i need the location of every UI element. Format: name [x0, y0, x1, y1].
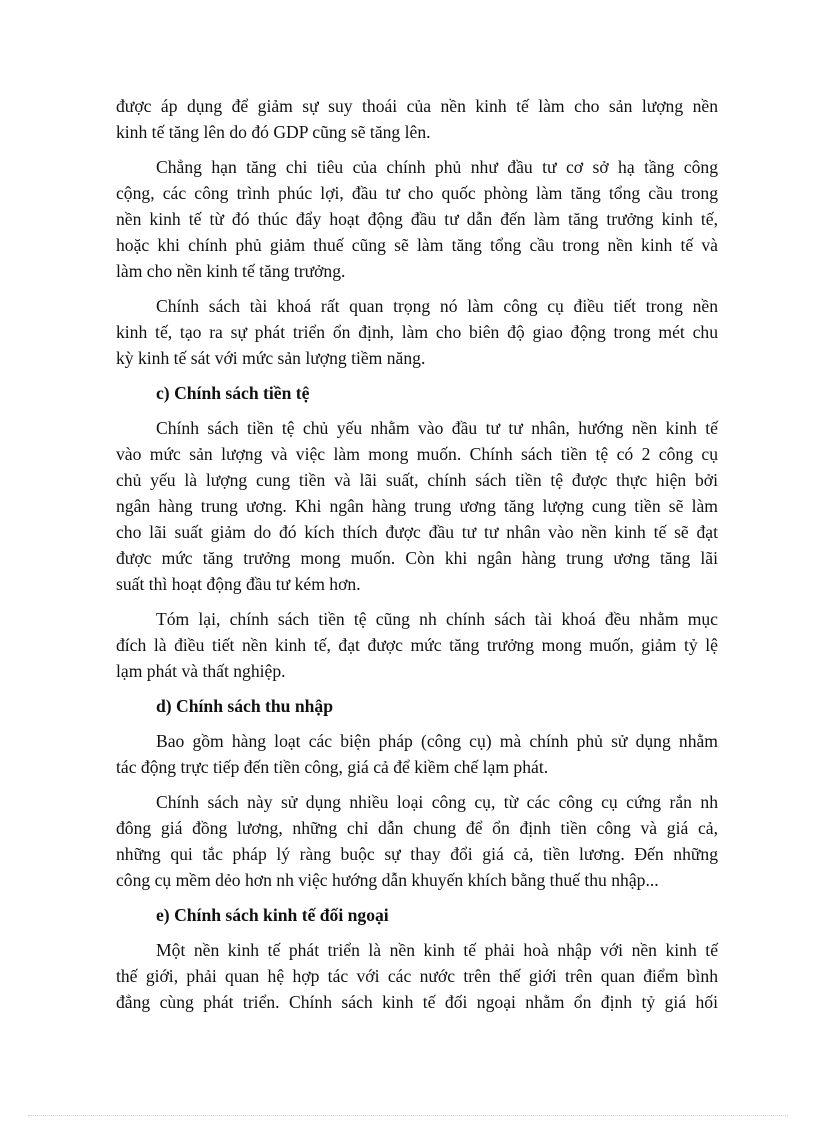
text-line: ngân hàng trung ương. Khi ngân hàng trung ương tăng lượng cung tiền sẽ làm	[116, 496, 718, 516]
text-line: tác động trực tiếp đến tiền công, giá cả để kiềm chế lạm phát.	[116, 757, 549, 777]
text-line: Một nền kinh tế phát triển là nền kinh tế phải hoà nhập với nền kinh tế	[156, 940, 718, 960]
section-heading-monetary-policy: c) Chính sách tiền tệ	[156, 383, 310, 403]
paragraph-monetary-policy	[116, 415, 718, 597]
text-line: Bao gồm hàng loạt các biện pháp (công cụ) mà chính phủ sử dụng nhằm	[156, 731, 718, 751]
paragraph-income-tools	[116, 789, 718, 893]
text-line: làm cho nền kinh tế tăng trưởng.	[116, 261, 346, 281]
text-line: cộng, các công trình phúc lợi, đầu tư cho quốc phòng làm tăng tổng cầu trong	[116, 183, 718, 203]
text-line: Chẳng hạn tăng chi tiêu của chính phủ như đầu tư cơ sở hạ tầng công	[156, 157, 718, 177]
text-line: Chính sách tiền tệ chủ yếu nhằm vào đầu tư tư nhân, hướng nền kinh tế	[156, 418, 718, 438]
section-heading-foreign-economic-policy: e) Chính sách kinh tế đối ngoại	[156, 905, 389, 925]
text-line: kinh tế tăng lên do đó GDP cũng sẽ tăng lên.	[116, 122, 431, 142]
paragraph-foreign-economic-policy	[116, 937, 718, 1015]
text-line: suất thì hoạt động đầu tư kém hơn.	[116, 574, 361, 594]
text-line: Chính sách tài khoá rất quan trọng nó làm công cụ điều tiết trong nền	[156, 296, 718, 316]
text-line: kinh tế, tạo ra sự phát triển ổn định, làm cho biên độ giao động trong mét chu	[116, 322, 718, 342]
text-line: được mức tăng trưởng mong muốn. Còn khi ngân hàng trung ương tăng lãi	[116, 548, 718, 568]
page-body	[116, 93, 718, 1024]
paragraph-income-measures	[116, 728, 718, 780]
text-line: hoặc khi chính phủ giảm thuế cũng sẽ làm tăng tổng cầu trong nền kinh tế và	[116, 235, 718, 255]
text-line: đông giá đồng lương, những chỉ dẫn chung để ổn định tiền công và giá cả,	[116, 818, 718, 838]
text-line: cho lãi suất giảm do đó kích thích được đầu tư tư nhân vào nền kinh tế sẽ đạt	[116, 522, 718, 542]
text-line: những qui tắc pháp lý ràng buộc sự thay đổi giá cả, tiền lương. Đến những	[116, 844, 718, 864]
section-heading-income-policy: d) Chính sách thu nhập	[156, 696, 334, 716]
text-line: Tóm lại, chính sách tiền tệ cũng nh chính sách tài khoá đều nhằm mục	[156, 609, 718, 629]
text-line: công cụ mềm dẻo hơn nh việc hướng dẫn khuyến khích bằng thuế thu nhập...	[116, 870, 659, 890]
text-line: Chính sách này sử dụng nhiều loại công cụ, từ các công cụ cứng rắn nh	[156, 792, 718, 812]
paragraph-intro	[116, 93, 718, 145]
text-line: lạm phát và thất nghiệp.	[116, 661, 286, 681]
paragraph-government-spending	[116, 154, 718, 284]
text-line: đích là điều tiết nền kinh tế, đạt được mức tăng trưởng mong muốn, giảm tỷ lệ	[116, 635, 718, 655]
paragraph-summary	[116, 606, 718, 684]
text-line: vào mức sản lượng và việc làm mong muốn. Chính sách tiền tệ có 2 công cụ	[116, 444, 718, 464]
paragraph-fiscal-policy	[116, 293, 718, 371]
text-line: thế giới, phải quan hệ hợp tác với các nước trên thế giới trên quan điểm bình	[116, 966, 718, 986]
text-line: nền kinh tế từ đó thúc đẩy hoạt động đầu tư dẫn đến làm tăng trưởng kinh tế,	[116, 209, 718, 229]
text-line: đẳng cùng phát triển. Chính sách kinh tế đối ngoại nhằm ổn định tỷ giá hối	[116, 992, 718, 1012]
text-line: được áp dụng để giảm sự suy thoái của nền kinh tế làm cho sản lượng nền	[116, 96, 718, 116]
text-line: kỳ kinh tế sát với mức sản lượng tiềm năng.	[116, 348, 426, 368]
footer-divider	[28, 1115, 788, 1116]
text-line: chủ yếu là lượng cung tiền và lãi suất, chính sách tiền tệ được thực hiện bởi	[116, 470, 718, 490]
